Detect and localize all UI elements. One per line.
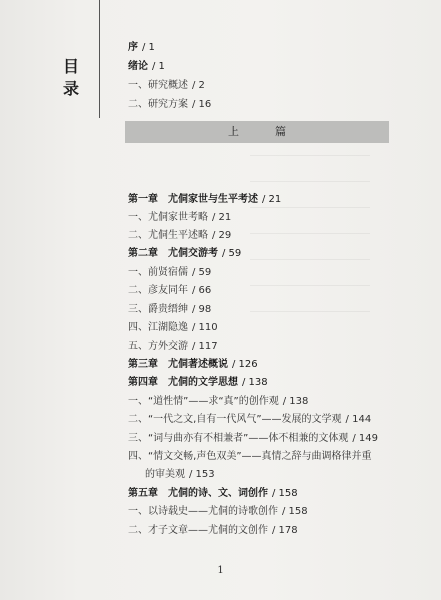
toc-entry <box>128 413 371 426</box>
toc-entry <box>128 98 211 111</box>
entry-title: 一、研究概述 <box>128 80 188 91</box>
entry-title: 序 <box>128 42 138 53</box>
entry-title: 二、研究方案 <box>128 99 188 110</box>
entry-page: / 138 <box>282 396 309 407</box>
banner-char: 上 <box>228 125 239 138</box>
entry-title: 三、“词与曲亦有不相兼者”——体不相兼的文体观 <box>128 433 349 444</box>
page-number: 1 <box>217 565 224 576</box>
entry-title: 一、“道性情”——求“真”的创作观 <box>128 396 279 407</box>
entry-page: / 59 <box>192 267 212 278</box>
entry-title: 第一章 尤侗家世与生平考述 <box>128 194 258 205</box>
entry-page: / 117 <box>192 341 218 352</box>
toc-entry <box>128 524 298 537</box>
toc-entry <box>128 229 231 242</box>
toc-entry <box>128 211 231 224</box>
entry-title: 二、彦友同年 <box>128 285 188 296</box>
entry-page: / 126 <box>232 359 258 370</box>
toc-entry <box>128 505 308 518</box>
entry-title: 四、江湖隐逸 <box>128 322 188 333</box>
entry-page: / 66 <box>192 285 212 296</box>
toc-entry <box>128 266 211 279</box>
entry-page: / 138 <box>242 377 268 388</box>
toc-entry <box>128 358 258 371</box>
banner-char: 篇 <box>275 125 286 138</box>
entry-page: / 59 <box>222 248 242 259</box>
entry-title: 五、方外交游 <box>128 341 188 352</box>
toc-entry <box>128 321 218 334</box>
entry-page: / 16 <box>192 99 212 110</box>
entry-title: 第四章 尤侗的文学思想 <box>128 377 238 388</box>
toc-entry <box>128 41 155 54</box>
toc-entry <box>128 432 378 445</box>
heading-char: 目 <box>62 57 79 76</box>
toc-entry <box>128 395 308 408</box>
toc-heading <box>60 56 82 100</box>
heading-char: 录 <box>62 79 79 98</box>
toc-entry <box>128 247 241 260</box>
entry-page: / 1 <box>152 61 165 72</box>
entry-page: / 21 <box>212 212 232 223</box>
entry-title: 一、以诗载史——尤侗的诗歌创作 <box>128 506 278 517</box>
entry-title: 的审美观 <box>145 469 185 480</box>
toc-entry <box>128 79 205 92</box>
toc-entry <box>128 60 165 73</box>
toc-entry <box>128 284 211 297</box>
entry-title: 二、尤侗生平述略 <box>128 230 208 241</box>
entry-page: / 29 <box>212 230 232 241</box>
part-banner <box>125 121 389 143</box>
entry-page: / 153 <box>189 469 215 480</box>
entry-page: / 158 <box>282 506 308 517</box>
bleed-through <box>250 152 370 312</box>
entry-page: / 21 <box>262 194 282 205</box>
toc-entry <box>128 376 268 389</box>
entry-title: 四、“情文交畅,声色双美”——真情之辞与曲调格律并重 <box>128 451 372 462</box>
entry-title: 一、尤侗家世考略 <box>128 212 208 223</box>
entry-title: 二、“一代之文,自有一代风气”——发展的文学观 <box>128 414 342 425</box>
toc-entry-continued <box>145 468 215 481</box>
entry-page: / 144 <box>345 414 372 425</box>
entry-title: 第二章 尤侗交游考 <box>128 248 218 259</box>
entry-page: / 178 <box>272 525 298 536</box>
toc-entry <box>128 193 281 206</box>
entry-page: / 2 <box>192 80 205 91</box>
toc-entry <box>128 487 298 500</box>
entry-page: / 98 <box>192 304 212 315</box>
entry-title: 三、爵贵缙绅 <box>128 304 188 315</box>
entry-page: / 149 <box>352 433 379 444</box>
divider-line <box>99 0 100 118</box>
entry-title: 一、前贤宿儒 <box>128 267 188 278</box>
entry-page: / 1 <box>142 42 155 53</box>
toc-entry <box>128 303 211 316</box>
toc-entry <box>128 450 376 463</box>
entry-title: 二、才子文章——尤侗的文创作 <box>128 525 268 536</box>
toc-entry <box>128 340 218 353</box>
entry-title: 绪论 <box>128 61 148 72</box>
entry-title: 第三章 尤侗著述概说 <box>128 359 228 370</box>
entry-page: / 158 <box>272 488 298 499</box>
entry-page: / 110 <box>192 322 218 333</box>
entry-title: 第五章 尤侗的诗、文、词创作 <box>128 488 268 499</box>
